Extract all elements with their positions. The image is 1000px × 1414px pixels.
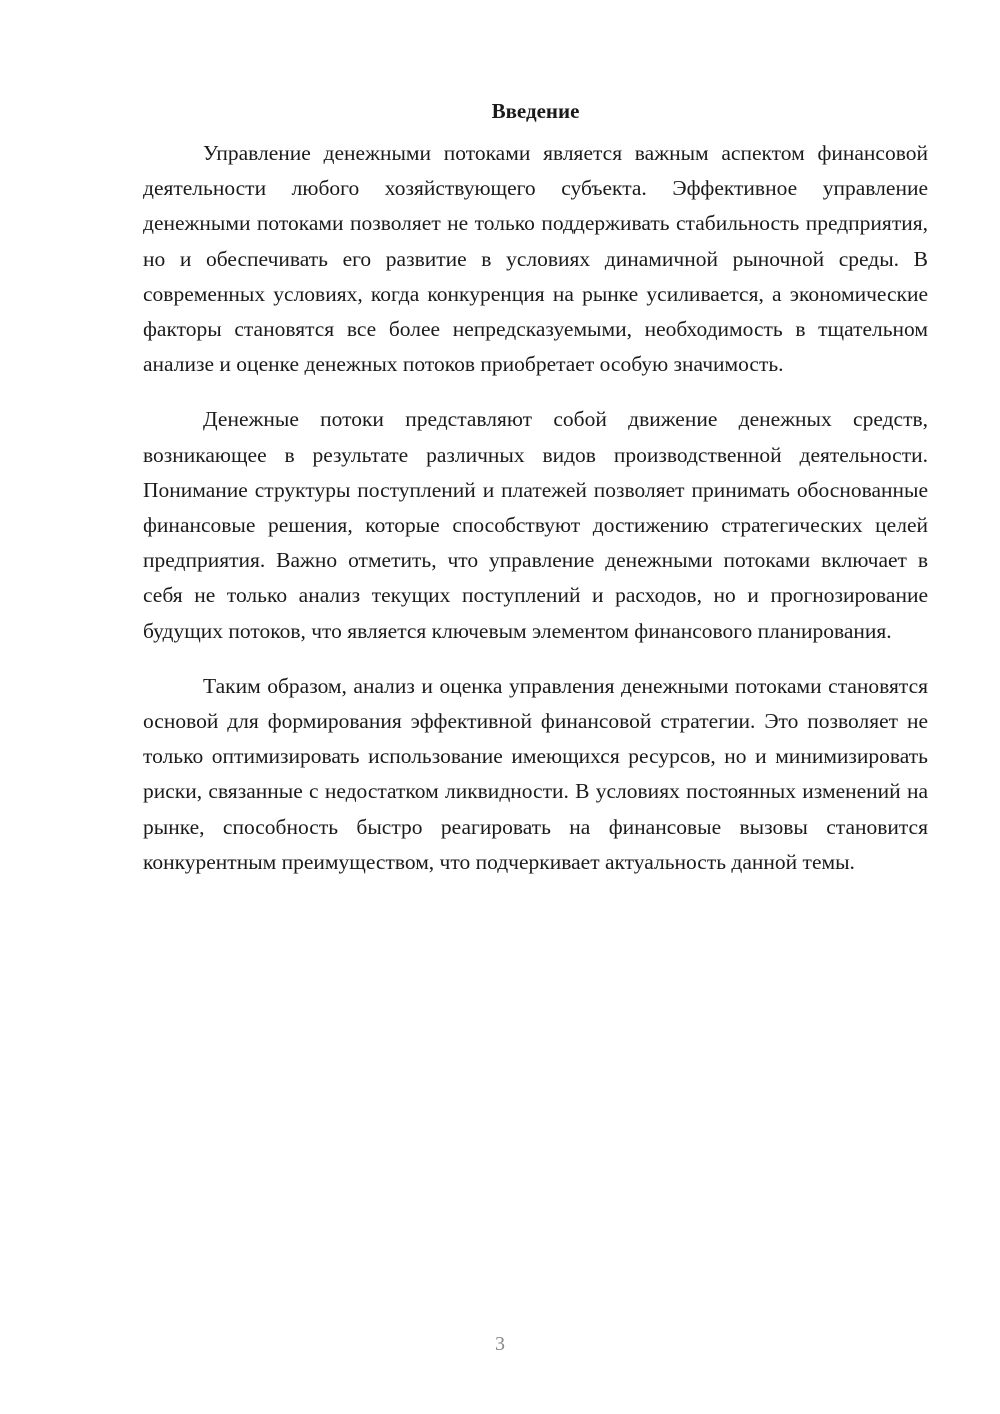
section-title: Введение	[491, 99, 580, 123]
page-number: 3	[495, 1333, 505, 1355]
paragraph-2: Денежные потоки представляют собой движение денежных средств, возникающее в результате различных видов производственной деятельности. Понимание структуры поступлений и платежей позволяет принимать обоснованные финансовые решения, которые способствуют достижению стратегических целей предприятия. Важно отметить, что управление денежными потоками включает в себя не только анализ текущих поступлений и расходов, но и прогнозирование будущих потоков, что является ключевым элементом финансового планирования.	[143, 407, 928, 643]
paragraph-1: Управление денежными потоками является важным аспектом финансовой деятельности любого хозяйствующего субъекта. Эффективное управление денежными потоками позволяет не только поддерживать стабильность предприятия, но и обеспечивать его развитие в условиях динамичной рыночной среды. В современных условиях, когда конкуренция на рынке усиливается, а экономические факторы становятся все более непредсказуемыми, необходимость в тщательном анализе и оценке денежных потоков приобретает особую значимость.	[143, 141, 928, 377]
page-content	[143, 96, 928, 900]
paragraph-3: Таким образом, анализ и оценка управления денежными потоками становятся основой для формирования эффективной финансовой стратегии. Это позволяет не только оптимизировать использование имеющихся ресурсов, но и минимизировать риски, связанные с недостатком ликвидности. В условиях постоянных изменений на рынке, способность быстро реагировать на финансовые вызовы становится конкурентным преимуществом, что подчеркивает актуальность данной темы.	[143, 673, 928, 874]
